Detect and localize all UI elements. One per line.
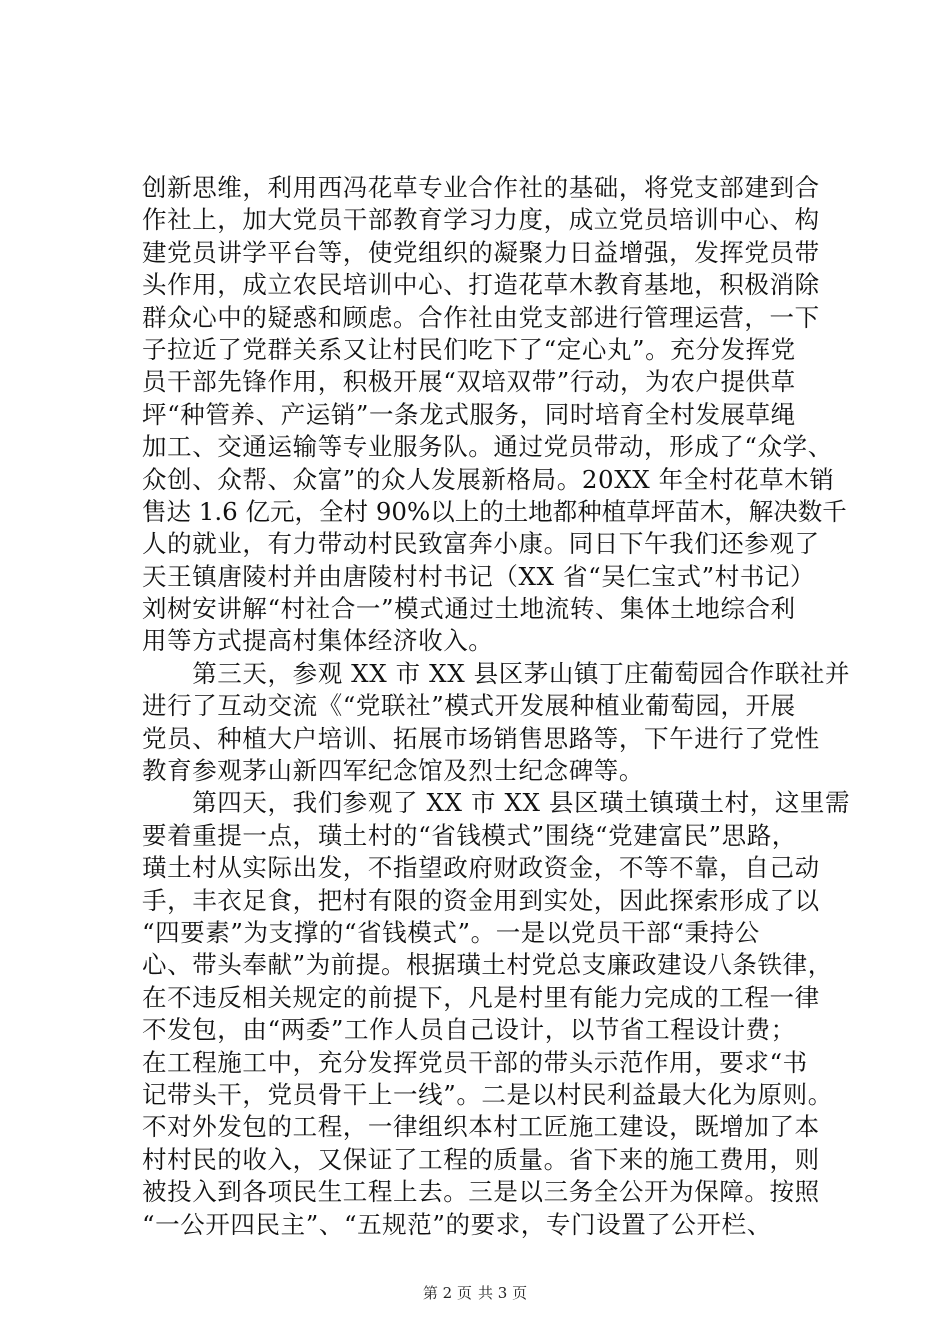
text-line: 不发包，由“两委”工作人员自己设计，以节省工程设计费；: [142, 1015, 796, 1045]
page-total: 共 3 页: [478, 1284, 528, 1302]
text-line: “一公开四民主”、“五规范”的要求，专门设置了公开栏、: [142, 1209, 772, 1239]
text-line: 在不违反相关规定的前提下，凡是村里有能力完成的工程一律: [142, 982, 820, 1012]
text-line: 售达 1.6 亿元，全村 90%以上的土地都种植草坪苗木，解决数千: [142, 496, 847, 526]
page-number: 第 2 页: [422, 1284, 472, 1302]
text-line: 璜土村从实际出发，不指望政府财政资金，不等不靠，自己动: [142, 853, 820, 883]
text-line: 天王镇唐陵村并由唐陵村村书记（XX 省“吴仁宝式”村书记）: [142, 561, 816, 591]
text-line: 建党员讲学平台等，使党组织的凝聚力日益增强，发挥党员带: [142, 237, 820, 267]
text-line: 作社上，加大党员干部教育学习力度，成立党员培训中心、构: [142, 205, 820, 235]
text-line: 要着重提一点，璜土村的“省钱模式”围绕“党建富民”思路，: [142, 820, 797, 850]
text-line: 群众心中的疑惑和顾虑。合作社由党支部进行管理运营，一下: [142, 302, 820, 332]
text-line: 加工、交通运输等专业服务队。通过党员带动，形成了“众学、: [142, 432, 833, 462]
text-line: 子拉近了党群关系又让村民们吃下了“定心丸”。充分发挥党: [142, 334, 796, 364]
text-line: 在工程施工中，充分发挥党员干部的带头示范作用，要求“书: [142, 1047, 808, 1077]
text-line: 不对外发包的工程，一律组织本村工匠施工建设，既增加了本: [142, 1112, 820, 1142]
text-line: 人的就业，有力带动村民致富奔小康。同日下午我们还参观了: [142, 529, 820, 559]
body-text: [142, 172, 862, 1241]
text-line: 教育参观茅山新四军纪念馆及烈士纪念碑等。: [142, 756, 644, 786]
text-line: 头作用，成立农民培训中心、打造花草木教育基地，积极消除: [142, 270, 820, 300]
text-line: “四要素”为支撑的“省钱模式”。一是以党员干部“秉持公: [142, 917, 760, 947]
text-line: 用等方式提高村集体经济收入。: [142, 626, 494, 656]
text-line: 被投入到各项民生工程上去。三是以三务全公开为保障。按照: [142, 1177, 820, 1207]
text-line: 众创、众帮、众富”的众人发展新格局。20XX 年全村花草木销: [142, 464, 835, 494]
page-footer: [0, 1283, 950, 1303]
text-line: 进行了互动交流《“党联社”模式开发展种植业葡萄园，开展: [142, 691, 796, 721]
text-line: 员干部先锋作用，积极开展“双培双带”行动，为农户提供草: [142, 367, 796, 397]
text-line: 心、带头奉献”为前提。根据璜土村党总支廉政建设八条铁律，: [142, 950, 833, 980]
text-line: 刘树安讲解“村社合一”模式通过土地流转、集体土地综合利: [142, 594, 796, 624]
text-line: 第四天，我们参观了 XX 市 XX 县区璜土镇璜土村，这里需: [142, 788, 851, 818]
text-line: 创新思维，利用西冯花草专业合作社的基础，将党支部建到合: [142, 173, 820, 202]
text-line: 手，丰衣足食，把村有限的资金用到实处，因此探索形成了以: [142, 885, 820, 915]
text-line: 坪“种管养、产运销”一条龙式服务，同时培育全村发展草绳: [142, 399, 796, 429]
text-line: 村村民的收入，又保证了工程的质量。省下来的施工费用，则: [142, 1144, 820, 1174]
text-line: 记带头干，党员骨干上一线”。二是以村民利益最大化为原则。: [142, 1079, 833, 1109]
text-line: 第三天，参观 XX 市 XX 县区茅山镇丁庄葡萄园合作联社并: [142, 658, 851, 688]
text-line: 党员、种植大户培训、拓展市场销售思路等，下午进行了党性: [142, 723, 820, 753]
